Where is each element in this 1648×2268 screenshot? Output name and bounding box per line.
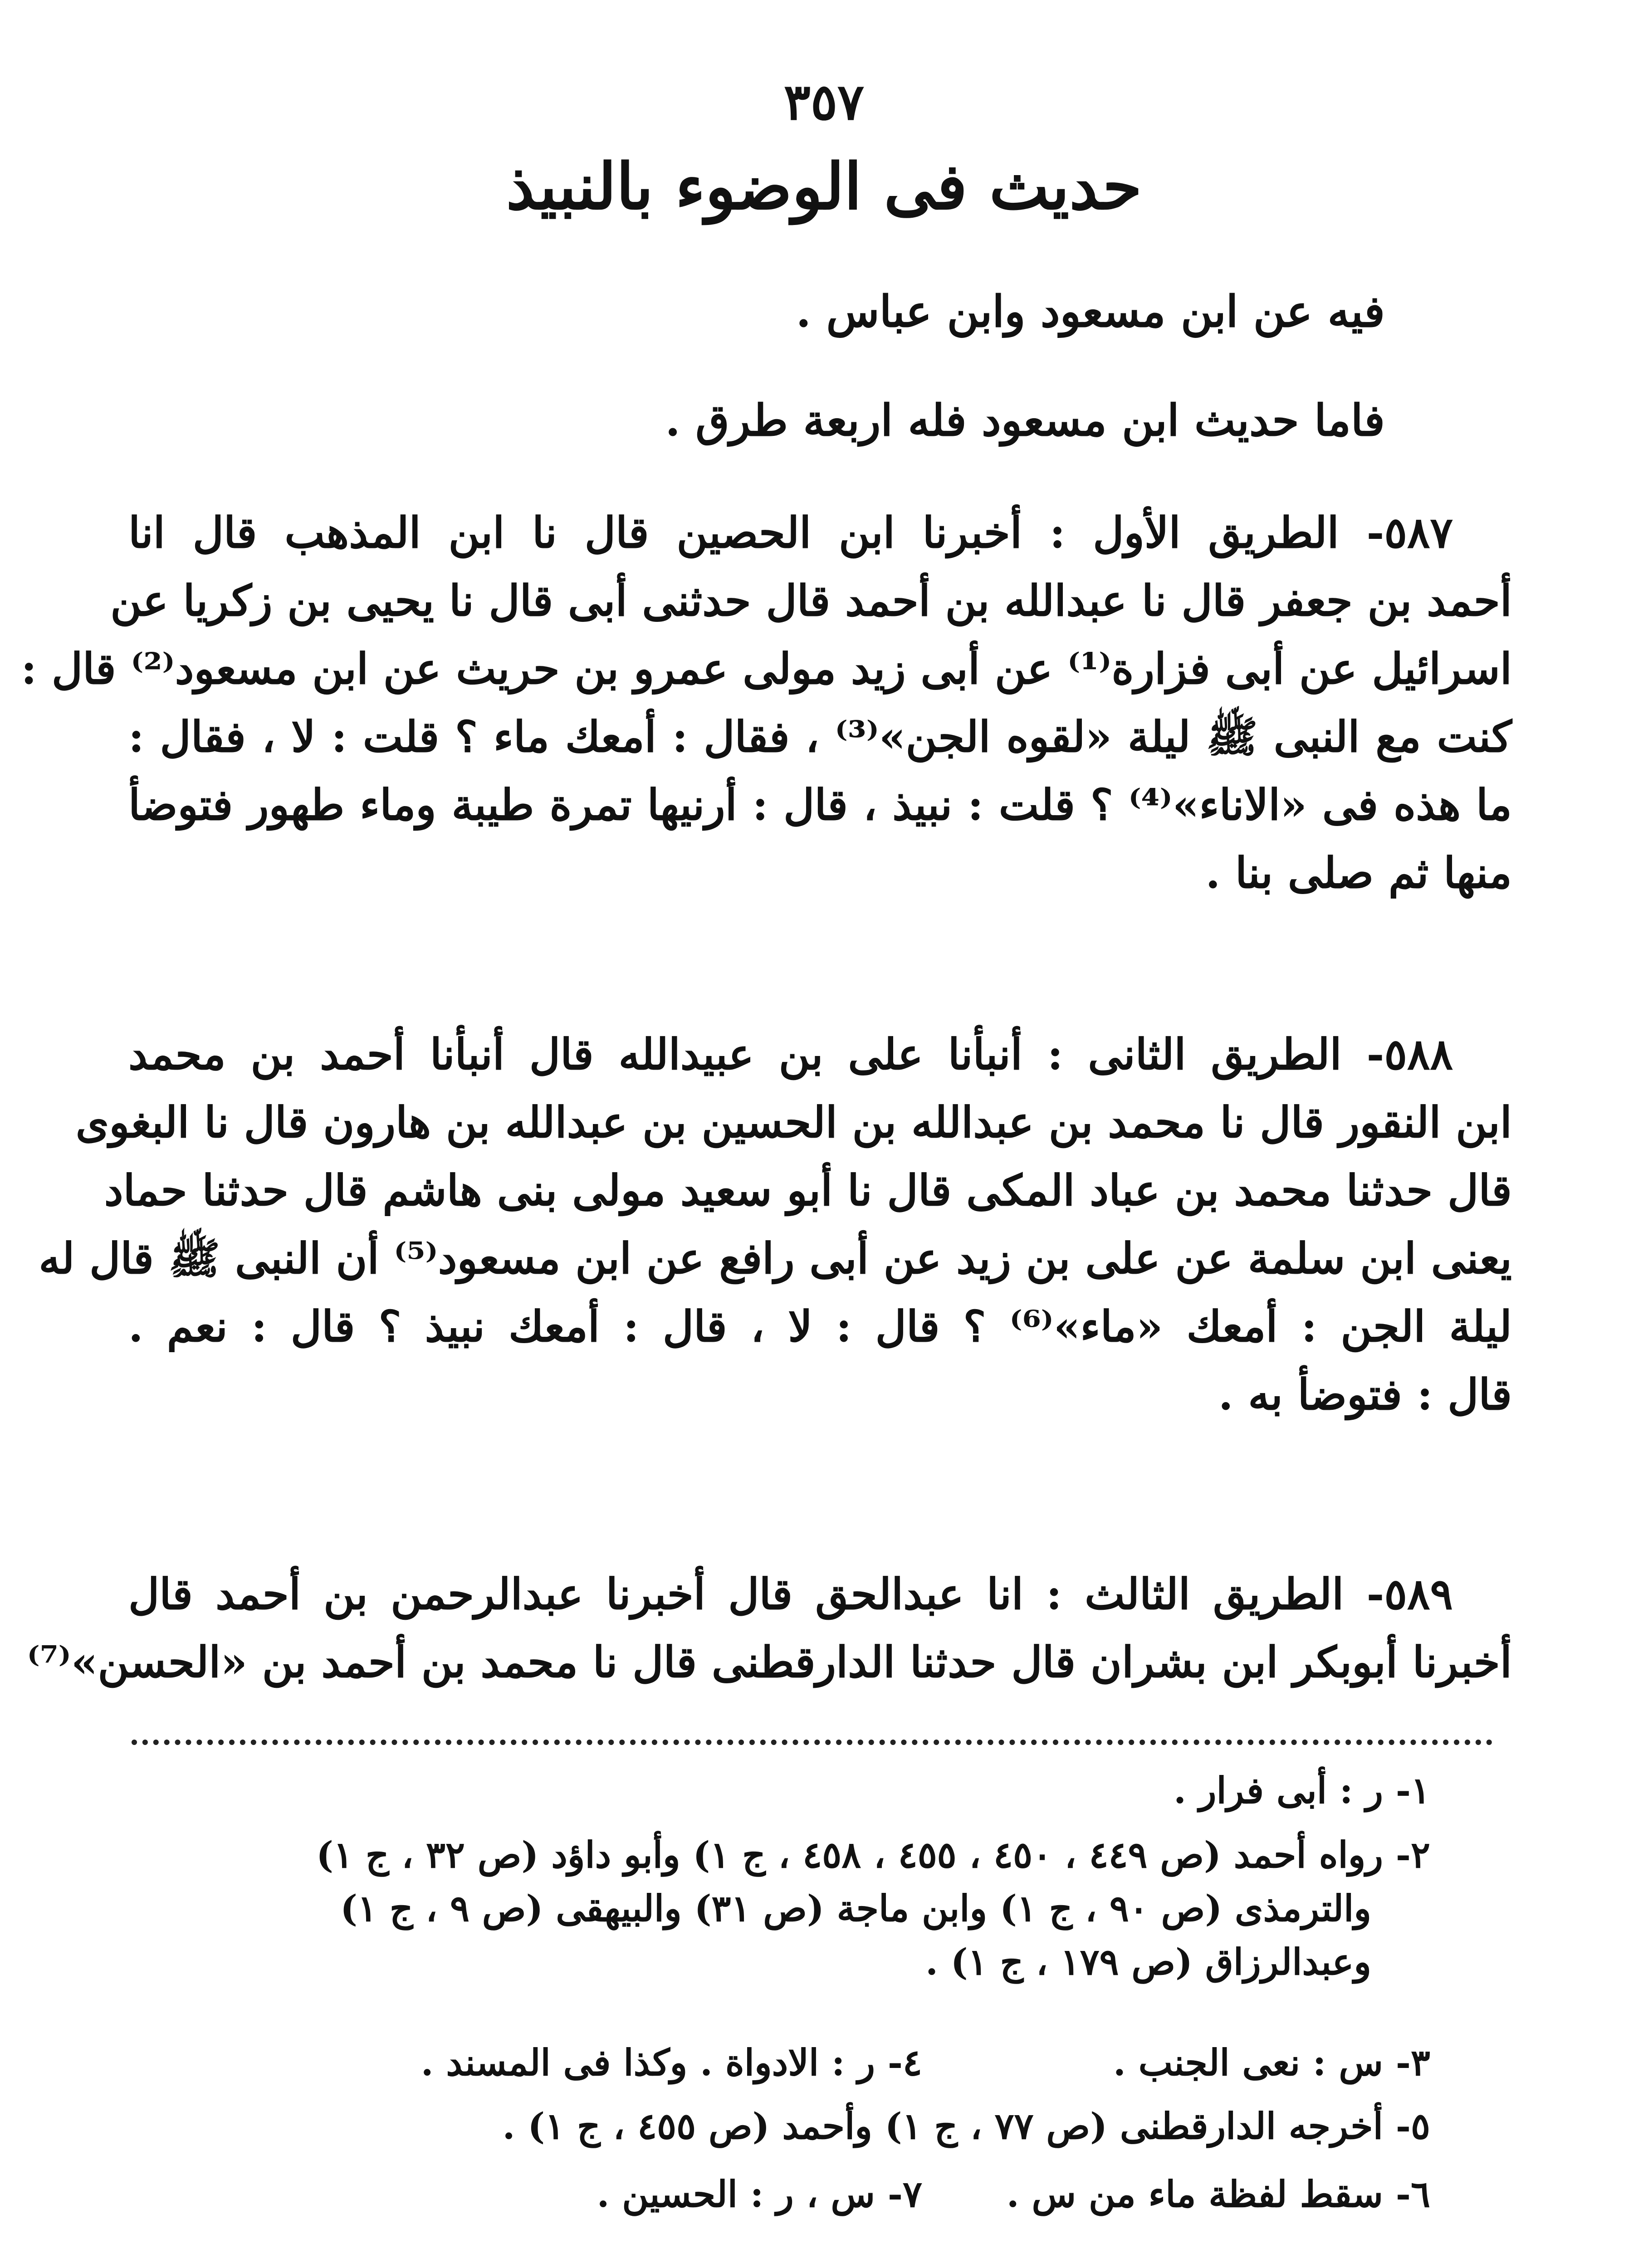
intro-line: فيه عن ابن مسعود وابن عباس . [796,286,1385,337]
text-line: ما هذه فى «الاناء»⁽⁴⁾ ؟ قلت : نبيذ ، قال : أرنيها تمرة طيبة وماء طهور فتوضأ [128,780,1512,830]
footnote-1: ١- ر : أبى فرار . [1174,1769,1430,1812]
text-line: ليلة الجن : أمعك «ماء»⁽⁶⁾ ؟ قال : لا ، قال : أمعك نبيذ ؟ قال : نعم . [128,1302,1512,1352]
intro-line: فاما حديث ابن مسعود فله اربعة طرق . [665,395,1385,446]
page-number: ٣٥٧ [783,73,865,131]
footnote-7: ٧- س ، ر : الحسين . [597,2173,922,2215]
text-line: أحمد بن جعفر قال نا عبدالله بن أحمد قال حدثنى أبى قال نا يحيى بن زكريا عن [110,576,1512,626]
footnote-line: ٢- رواه أحمد (ص ٤٤٩ ، ٤٥٠ ، ٤٥٥ ، ٤٥٨ ، ج ١) وأبو داؤد (ص ٣٢ ، ج ١) [316,1833,1430,1876]
text-line: كنت مع النبى ﷺ ليلة «لقوه الجن»⁽³⁾ ، فقال : أمعك ماء ؟ قلت : لا ، فقال : [128,712,1512,762]
text-line: ٥٨٩- الطريق الثالث : انا عبدالحق قال أخبرنا عبدالرحمن بن أحمد قال [128,1569,1453,1619]
footnote-line: والترمذى (ص ٩٠ ، ج ١) وابن ماجة (ص ٣١) والبيهقى (ص ٩ ، ج ١) [340,1887,1371,1930]
footnote-2 [160,1828,1430,1989]
hadith-paragraph-588 [39,1021,1512,1429]
chapter-title: حديث فى الوضوء بالنبيذ [506,150,1142,224]
footnote-5: ٥- أخرجه الدارقطنى (ص ٧٧ ، ج ١) وأحمد (ص ٤٥٥ ، ج ١) . [502,2105,1430,2147]
text-line: منها ثم صلى بنا . [1205,848,1512,898]
hadith-paragraph-589 [27,1560,1512,1696]
footnote-3: ٣- س : نعى الجنب . [1113,2041,1430,2084]
text-line: ٥٨٨- الطريق الثانى : أنبأنا على بن عبيدالله قال أنبأنا أحمد بن محمد [128,1030,1453,1080]
footnote-6: ٦- سقط لفظة ماء من س . [1006,2173,1430,2215]
text-line: يعنى ابن سلمة عن على بن زيد عن أبى رافع عن ابن مسعود⁽⁵⁾ أن النبى ﷺ قال له [39,1234,1512,1284]
text-line: ابن النقور قال نا محمد بن عبدالله بن الحسين بن عبدالله بن هارون قال نا البغوى [75,1098,1512,1148]
hadith-paragraph-587 [21,499,1512,907]
text-line: قال : فتوضأ به . [1218,1370,1512,1420]
footnote-line: وعبدالرزاق (ص ١٧٩ ، ج ١) . [925,1941,1371,1983]
footnote-4: ٤- ر : الادواة . وكذا فى المسند . [421,2041,922,2084]
text-line: قال حدثنا محمد بن عباد المكى قال نا أبو سعيد مولى بنى هاشم قال حدثنا حماد [104,1166,1512,1216]
text-line: ٥٨٧- الطريق الأول : أخبرنا ابن الحصين قال نا ابن المذهب قال انا [128,508,1453,558]
footnote-divider [132,1740,1492,1745]
text-line: اسرائيل عن أبى فزارة⁽¹⁾ عن أبى زيد مولى عمرو بن حريث عن ابن مسعود⁽²⁾ قال : [21,644,1512,694]
text-line: أخبرنا أبوبكر ابن بشران قال حدثنا الدارقطنى قال نا محمد بن أحمد بن «الحسن»⁽⁷⁾ [27,1637,1512,1687]
